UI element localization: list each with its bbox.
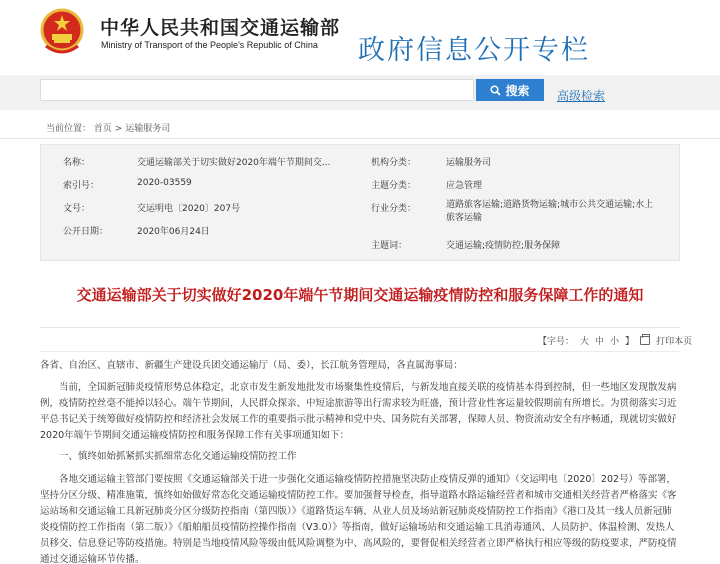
divider xyxy=(0,138,720,139)
meta-name-value: 交通运输部关于切实做好2020年端午节期间交... xyxy=(137,158,331,168)
divider xyxy=(40,327,680,328)
breadcrumb-current[interactable]: 运输服务司 xyxy=(125,124,171,134)
meta-index-label: 索引号： xyxy=(63,181,100,191)
meta-industry-label: 行业分类： xyxy=(371,204,417,214)
site-title: 政府信息公开专栏 xyxy=(358,35,590,66)
search-input[interactable] xyxy=(40,79,474,101)
meta-date-value: 2020年06月24日 xyxy=(137,227,210,237)
search-button[interactable] xyxy=(476,79,544,101)
meta-name-label: 名称： xyxy=(63,158,91,168)
article-salutation: 各省、自治区、直辖市、新疆生产建设兵团交通运输厅（局、委），长江航务管理局，各直属海事局： xyxy=(40,360,463,371)
meta-keywords-label: 主题词： xyxy=(371,241,408,251)
meta-keywords-value: 交通运输;疫情防控;服务保障 xyxy=(446,241,561,251)
font-size-close: 】 xyxy=(625,337,635,347)
meta-date-label: 公开日期： xyxy=(63,227,109,237)
document-meta-box xyxy=(40,144,680,261)
site-header xyxy=(0,0,720,75)
font-size-label: 【字号： xyxy=(538,337,575,347)
meta-index-value: 2020-03559 xyxy=(137,178,192,188)
meta-org-value: 运输服务司 xyxy=(446,158,492,168)
org-name-cn: 中华人民共和国交通运输部 xyxy=(100,17,341,39)
article-paragraph: 当前，全国新冠肺炎疫情形势总体稳定，北京市发生新发地批发市场聚集性疫情后，与新发地直接关联的疫情基本得到控制，但一些地区发现散发病例，疫情防控丝毫不能掉以轻心。端午节期间，人民群众探亲、中短途旅游等出行需求较为旺盛，预计营业性客运量较假期前有所增长。为贯彻落实习近平总书记关于统筹做好疫情防控和经济社会发展工作的重要指示批示精神和党中央、国务院有关部署，保障人员、物资流动安全有序畅通，现就切实做好2020年端午节期间交通运输疫情防控和服务保障工作有关事项通知如下： xyxy=(40,382,677,441)
breadcrumb xyxy=(46,121,170,134)
article-section-heading: 一、慎终如始抓紧抓实抓细常态化交通运输疫情防控工作 xyxy=(59,451,297,462)
org-name-en: Ministry of Transport of the People's Republic of China xyxy=(101,40,318,50)
advanced-search-link[interactable]: 高级检索 xyxy=(557,89,606,103)
font-size-medium[interactable]: 中 xyxy=(595,337,605,347)
meta-docno-label: 文号： xyxy=(63,204,91,214)
divider xyxy=(40,351,680,352)
article-title: 交通运输部关于切实做好2020年端午节期间交通运输疫情防控和服务保障工作的通知 xyxy=(76,286,644,304)
search-icon xyxy=(490,85,501,96)
article-tools xyxy=(538,334,692,347)
font-size-large[interactable]: 大 xyxy=(580,337,590,347)
breadcrumb-home[interactable]: 首页 xyxy=(93,124,112,134)
meta-org-label: 机构分类： xyxy=(371,158,417,168)
breadcrumb-separator: > xyxy=(114,124,123,134)
font-size-small[interactable]: 小 xyxy=(610,337,620,347)
printer-icon[interactable] xyxy=(640,336,650,345)
search-button-label: 搜索 xyxy=(505,83,530,98)
meta-industry-value: 道路旅客运输;道路货物运输;城市公共交通运输;水上旅客运输 xyxy=(446,200,654,223)
breadcrumb-prefix: 当前位置： xyxy=(46,124,92,134)
meta-docno-value: 交运明电〔2020〕207号 xyxy=(137,204,241,214)
meta-theme-label: 主题分类： xyxy=(371,181,417,191)
print-page-link[interactable]: 打印本页 xyxy=(656,337,693,347)
national-emblem-icon xyxy=(40,6,84,56)
meta-theme-value: 应急管理 xyxy=(446,181,483,191)
article-paragraph: 各地交通运输主管部门要按照《交通运输部关于进一步强化交通运输疫情防控措施坚决防止疫情反弹的通知》（交运明电〔2020〕202号）等部署，坚持分区分级、精准施策，慎终如始做好常态化交通运输疫情防控工作。要加强督导检查，指导道路水路运输经营者和城市交通相关经营者严格落实《客运站场和交通运输工具新冠肺炎分区分级防控指南（第四版）》《道路货运车辆、从业人员及场站新冠肺炎疫情防控工作指南》《港口及其一线人员新冠肺炎疫情防控工作指南（第二版）》《船舶船员疫情防控操作指南（V3.0）》等指南，做好运输场站和交通运输工具消毒通风、人员防护、体温检测、发热人员移交、信息登记等防疫措施。特别是当地疫情风险等级由低风险调整为中、高风险的，要督促相关经营者立即严格执行相应等级的防疫要求，严防疫情通过交通运输环节传播。 xyxy=(40,474,677,564)
